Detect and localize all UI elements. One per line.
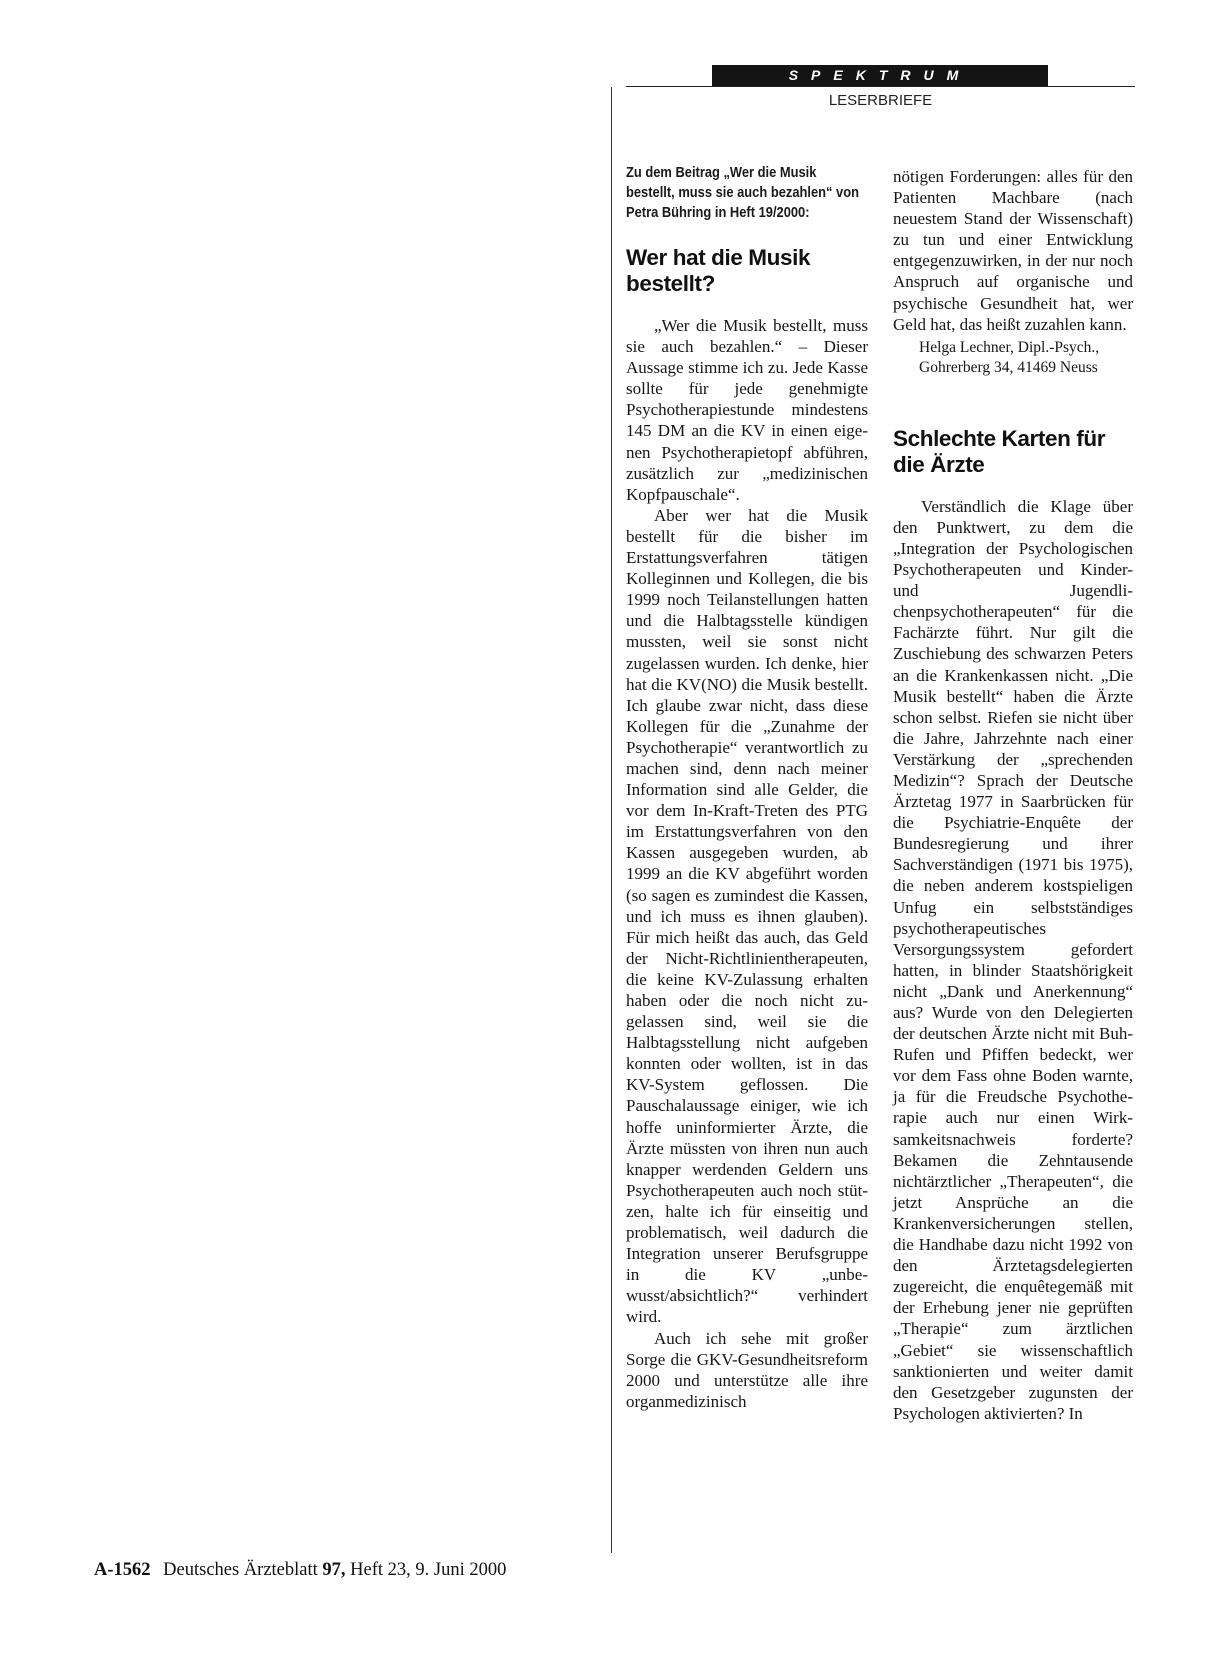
letter1-paragraph: Auch ich sehe mit großer Sorge die GKV-Gesundheitsreform 2000 und unterstütze alle ihre organmedizinisch xyxy=(626,1328,868,1411)
letter1-continuation: nötigen Forderungen: alles für den Patienten Machbare (nach neuestem Stand der Wissenschaft) zu tun und einer Entwicklung entgegenzuwirken, in der nur noch Anspruch auf organische und psychische Gesundheit hat, wer Geld hat, das heißt zuzahlen kann. xyxy=(893,167,1133,334)
letter2-headline: Schlechte Karten für die Ärzte xyxy=(893,425,1106,477)
header-rule xyxy=(626,86,1135,87)
journal-name: Deutsches Ärzteblatt xyxy=(163,1560,318,1580)
signature-address: Gohrerberg 34, 41469 Neuss xyxy=(919,358,1098,376)
page-number: A-1562 xyxy=(94,1560,151,1580)
letter1-headline: Wer hat die Musik bestellt? xyxy=(626,245,811,296)
letter1-paragraph: Aber wer hat die Musik bestellt für die bisher im Erstattungsverfahren tätigen Kolleginnen und Kollegen, die bis 1999 noch Teilanstellungen hatten und die Halbtagsstelle kündigen mussten, weil sie sonst nicht zugelassen wurden. Ich denke, hier hat die KV(NO) die Musik bestellt. Ich glaube zwar nicht, dass diese Kollegen für die „Zunahme der Psychotherapie“ verantwortlich zu machen sind, denn nach meiner Information sind alle Gelder, die vor dem In-Kraft-Treten des PTG im Erstattungsverfahren von den Kassen ausgegeben wurden, ab 1999 an die KV abgeführt worden (so sagen es zumindest die Kassen, und ich muss es ihnen glauben). Für mich heißt das auch, das Geld der Nicht-Richtlinientherapeuten, die keine KV-Zulassung erhalten haben oder die noch nicht zugelassen sind, weil sie die Halbtagsstellung nicht aufgeben konnten oder wollten, ist in das KV-System geflossen. Die Pauschalaussage einiger, wie ich hoffe uninformierter Ärzte, die Ärzte müssten von ihren nun auch knapper werdenden Geldern uns Psychotherapeuten auch noch stützen, halte ich für einseitig und problematisch, weil dadurch die Integration unserer Berufsgruppe in die KV „unbewusst/absichtlich?“ verhindert wird. xyxy=(626,505,868,1327)
section-title: SPEKTRUM xyxy=(712,65,1048,86)
journal-issue: Heft 23, 9. Juni 2000 xyxy=(350,1560,507,1580)
letter1-paragraph: „Wer die Musik bestellt, muss sie auch bezahlen.“ – Dieser Aussage stimme ich zu. Jede Kasse sollte für jede genehmigte Psychotherapiestunde mindestens 145 DM an die KV in einen eigenen Psychotherapietopf abführen, zusätzlich zur „medizinischen Kopfpauschale“. xyxy=(626,316,868,504)
journal-volume: 97, xyxy=(322,1560,346,1580)
letter1-signature xyxy=(893,338,1133,378)
left-column xyxy=(626,163,868,1412)
right-column xyxy=(893,166,1133,1424)
spacer xyxy=(893,378,1133,426)
letter2-paragraph: Verständlich die Klage über den Punktwert, zu dem die „Integration der Psychologischen Psychotherapeuten und Kinder- und Jugendlichenpsychotherapeuten“ für die Fachärzte führt. Nur gilt die Zuschiebung des schwarzen Peters an die Krankenkassen nicht. „Die Musik bestellt“ haben die Ärzte schon selbst. Riefen sie nicht über die Jahre, Jahrzehnte nach einer Verstärkung der „sprechenden Medizin“? Sprach der Deutsche Ärztetag 1977 in Saarbrücken für die Psychiatrie-Enquête der Bundesregierung und ihrer Sachverständigen (1971 bis 1975), die neben anderem kostspieligen Unfug ein selbstständiges psychotherapeutisches Versorgungssystem gefordert hatten, in blinder Staatshörigkeit nicht „Dank und Anerkennung“ aus? Wurde von den Delegierten der deutschen Ärzte nicht mit Buh-Rufen und Pfiffen bedeckt, wer vor dem Fass ohne Boden warnte, ja für die Freudsche Psychotherapie auch nur einen Wirksamkeitsnachweis forderte? Bekamen die Zehntausende nichtärztlicher „Therapeuten“, die jetzt Ansprüche an die Krankenversicherungen stellen, die Handhabe dazu nicht 1992 von den Ärztetagsdelegierten zugereicht, die enquêtegemäß mit der Erhebung jener nie geprüften „Therapie“ zum ärztlichen „Gebiet“ sie wissenschaftlich sanktionierten und weiter damit den Gesetzgeber zugunsten der Psychologen aktivierten? In xyxy=(893,496,1133,1423)
signature-name: Helga Lechner, Dipl.-Psych., xyxy=(919,338,1100,356)
page-footer xyxy=(94,1560,506,1581)
letter1-intro: Zu dem Beitrag „Wer die Musik bestellt, muss sie auch bezahlen“ von Petra Bühring in Heft 19/2000: xyxy=(626,164,859,221)
subsection-title: LESERBRIEFE xyxy=(828,92,933,109)
column-divider xyxy=(611,87,612,1553)
